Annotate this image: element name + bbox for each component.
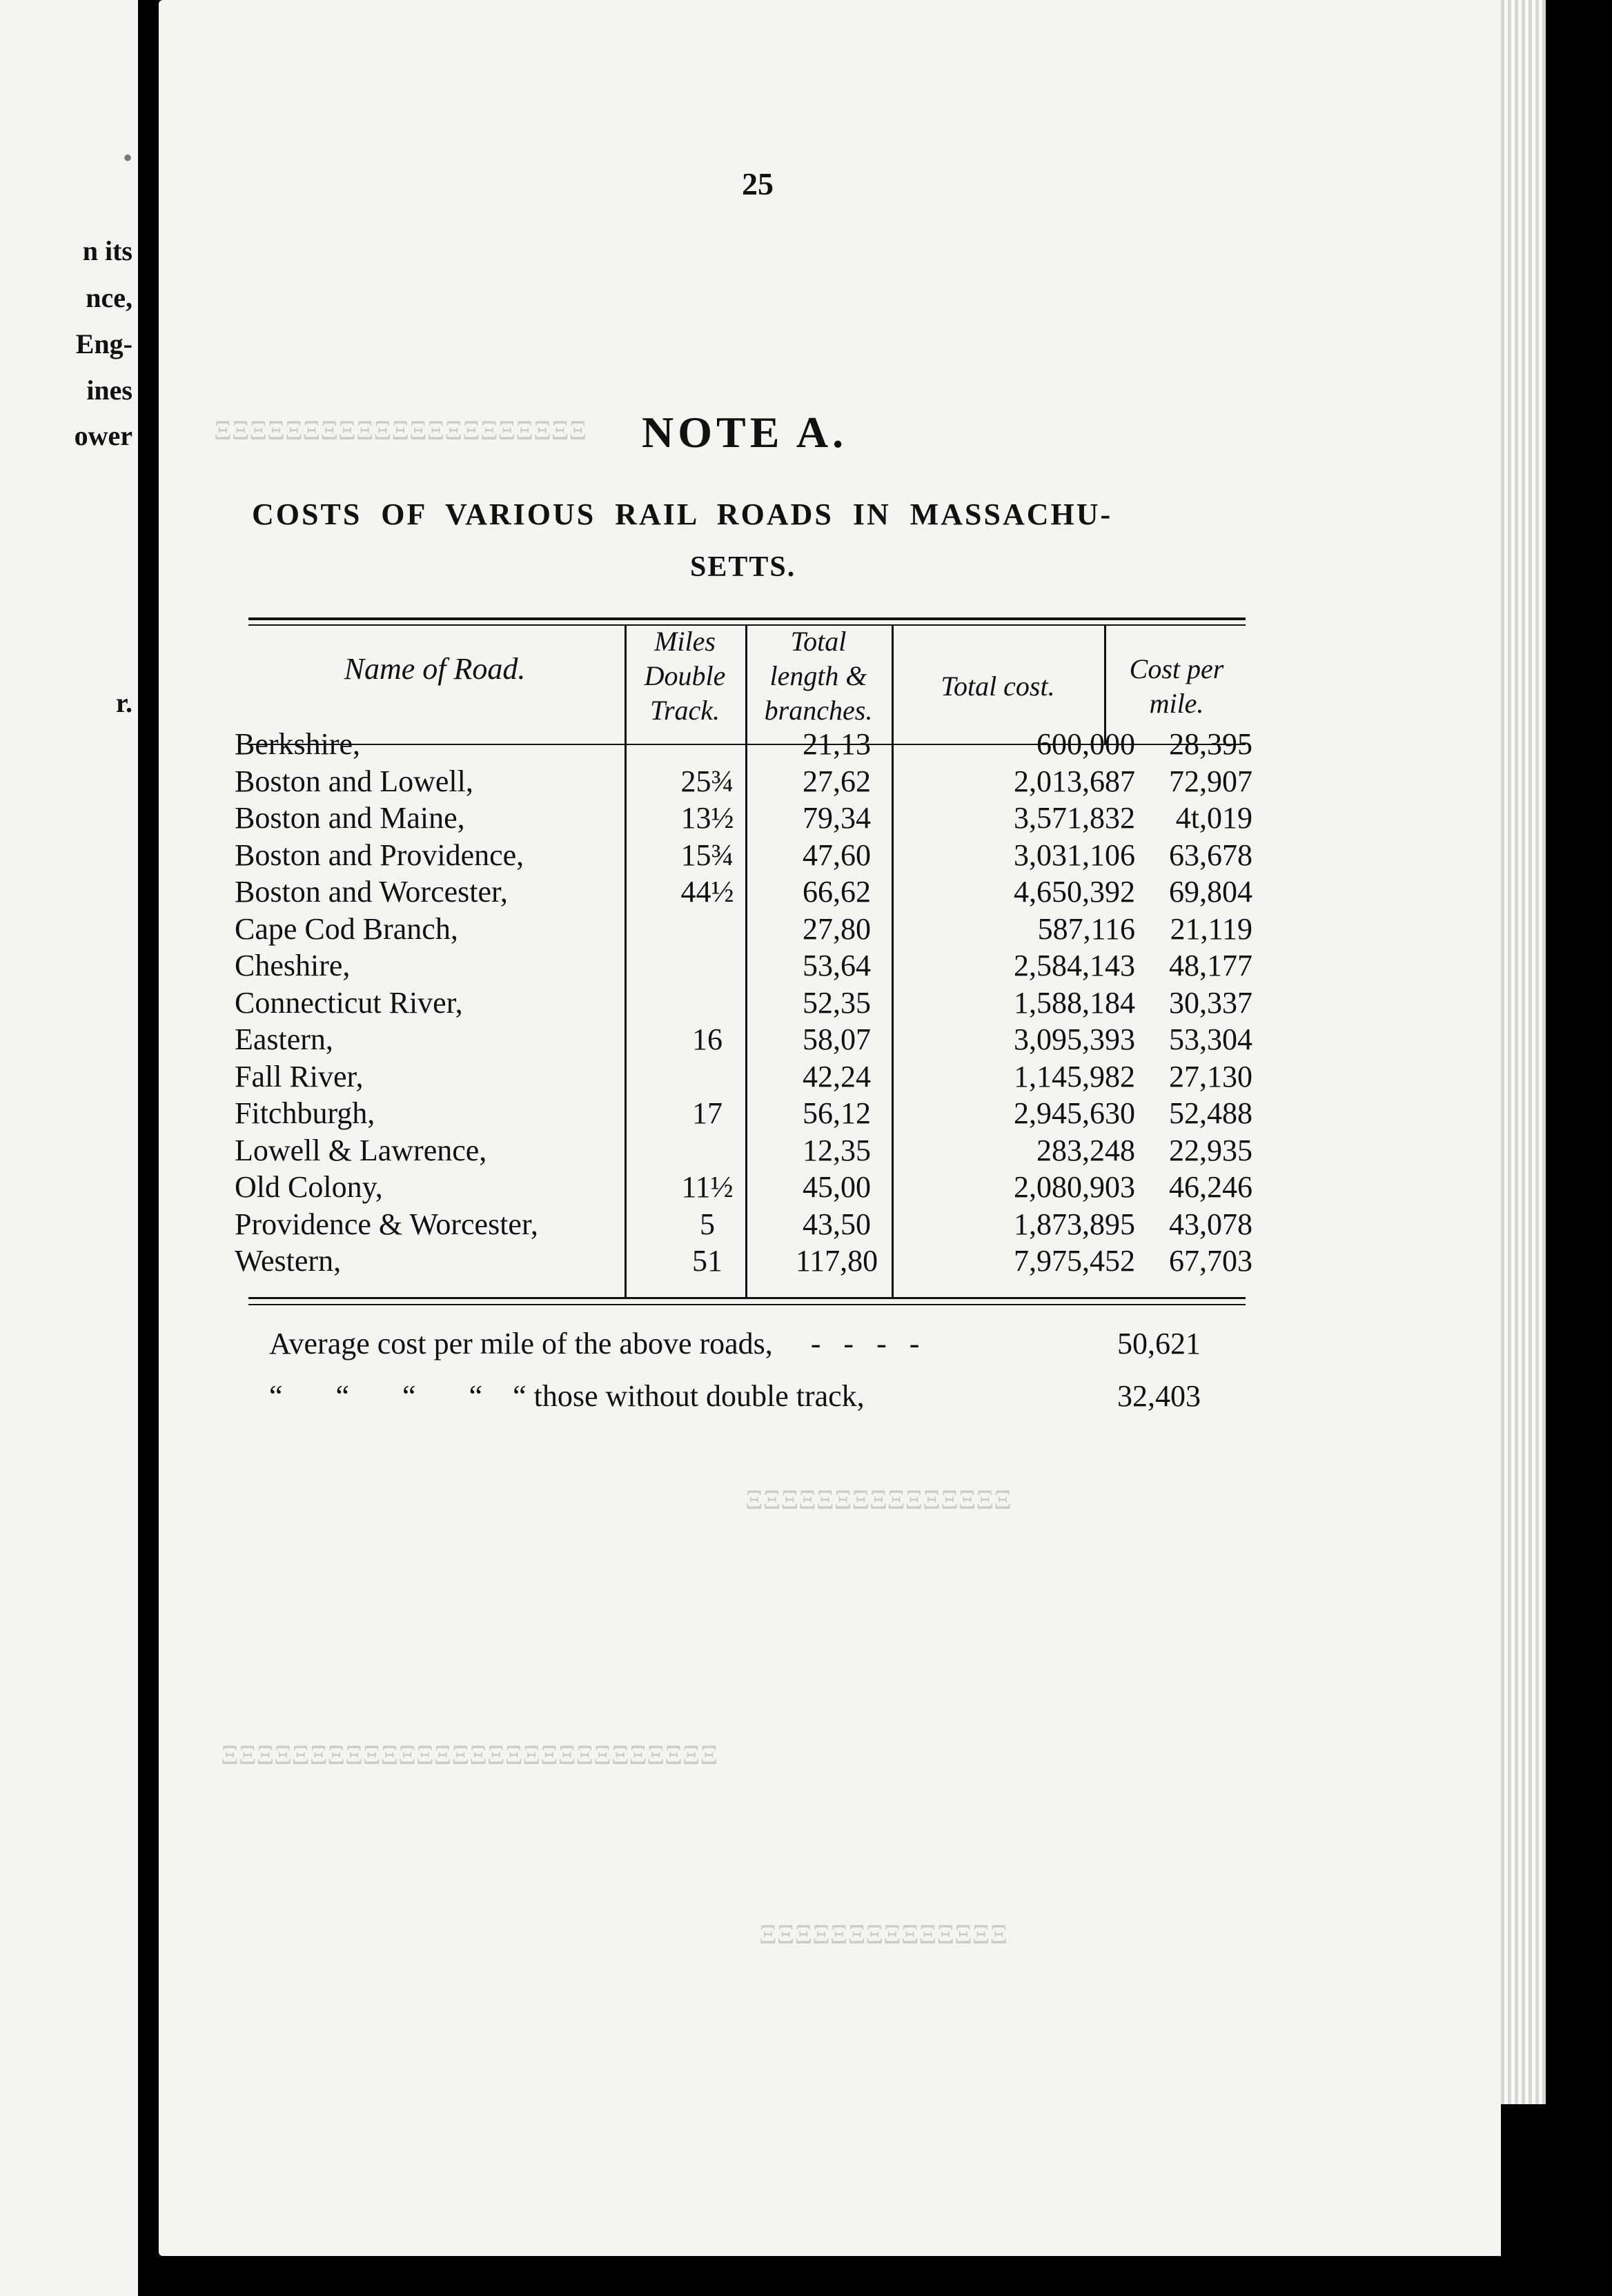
bleed-through-text: ΞΞΞΞΞΞΞΞΞΞΞΞΞΞ — [759, 1919, 1008, 1950]
cost-per-mile: 4t,019 — [1175, 801, 1252, 835]
header-name-of-road: Name of Road. — [344, 652, 526, 686]
table-row — [235, 873, 1252, 911]
road-name: Boston and Lowell, — [235, 764, 473, 798]
table-row — [235, 911, 1252, 948]
double-track-miles: 16 — [692, 1022, 723, 1056]
header-line: Miles — [654, 626, 716, 657]
road-name: Berkshire, — [235, 727, 361, 761]
cost-per-mile: 72,907 — [1169, 764, 1252, 798]
road-name: Providence & Worcester, — [235, 1207, 538, 1241]
cost-per-mile: 46,246 — [1169, 1170, 1252, 1204]
total-length: 12,35 — [803, 1133, 871, 1167]
total-cost: 587,116 — [1037, 911, 1135, 946]
total-length: 52,35 — [803, 985, 871, 1020]
average-label: “ “ “ “ “ those without double track, — [269, 1379, 865, 1413]
road-name: Cape Cod Branch, — [235, 911, 458, 946]
average-line — [269, 1325, 1201, 1363]
header-double-track — [625, 624, 745, 728]
left-text-fragment: ines — [86, 375, 132, 406]
header-total-length — [745, 624, 892, 728]
table-row — [235, 1132, 1252, 1169]
total-length: 27,62 — [803, 764, 871, 798]
road-name: Connecticut River, — [235, 985, 463, 1020]
table-row — [235, 1058, 1252, 1096]
table-row — [235, 763, 1252, 800]
double-track-miles: 17 — [692, 1096, 723, 1130]
road-name: Boston and Worcester, — [235, 875, 508, 909]
header-line: Cost per — [1129, 653, 1224, 684]
road-name: Old Colony, — [235, 1170, 383, 1204]
header-line: Total — [790, 626, 847, 657]
average-value: 32,403 — [1117, 1379, 1201, 1413]
total-length: 56,12 — [803, 1096, 871, 1130]
page-edges — [1501, 0, 1546, 2104]
total-length: 53,64 — [803, 949, 871, 982]
header-total-cost: Total cost. — [941, 671, 1055, 702]
cost-per-mile: 22,935 — [1169, 1133, 1252, 1167]
table-row — [235, 726, 1252, 763]
average-label: Average cost per mile of the above roads, - - - - — [269, 1327, 920, 1360]
cost-per-mile: 43,078 — [1169, 1207, 1252, 1241]
table-row — [235, 1095, 1252, 1132]
table-top-rule — [248, 617, 1246, 620]
page-number: 25 — [742, 166, 774, 201]
total-cost: 3,031,106 — [1014, 838, 1135, 872]
cost-per-mile: 30,337 — [1169, 985, 1252, 1020]
header-line: Track. — [649, 695, 720, 726]
cost-per-mile: 21,119 — [1170, 911, 1252, 946]
table-row — [235, 800, 1252, 837]
bleed-through-text: ΞΞΞΞΞΞΞΞΞΞΞΞΞΞΞ — [745, 1484, 1012, 1515]
road-name: Lowell & Lawrence, — [235, 1133, 487, 1167]
header-line: branches. — [764, 695, 873, 726]
double-track-miles: 11½ — [681, 1170, 734, 1204]
double-track-miles: 51 — [692, 1244, 723, 1278]
double-track-miles: 5 — [700, 1207, 715, 1241]
road-name: Boston and Maine, — [235, 801, 465, 835]
total-cost: 2,945,630 — [1014, 1096, 1135, 1130]
average-value: 50,621 — [1117, 1327, 1201, 1360]
total-cost: 3,095,393 — [1014, 1022, 1135, 1056]
table-bottom-rule-thin — [248, 1304, 1246, 1305]
total-length: 47,60 — [803, 838, 871, 872]
header-line: mile. — [1149, 688, 1204, 719]
total-cost: 2,080,903 — [1014, 1170, 1135, 1204]
table-bottom-rule — [248, 1297, 1246, 1299]
table-body — [235, 726, 1252, 1280]
scan-border-bottom — [138, 2256, 1612, 2296]
total-cost: 1,588,184 — [1014, 985, 1135, 1020]
total-cost: 2,013,687 — [1014, 764, 1135, 798]
double-track-miles: 25¾ — [680, 764, 734, 798]
road-name: Western, — [235, 1244, 342, 1278]
adjacent-page-fragment — [0, 0, 138, 2296]
table-row — [235, 1169, 1252, 1206]
total-cost: 7,975,452 — [1014, 1244, 1135, 1278]
header-line: Double — [644, 660, 726, 691]
cost-per-mile: 69,804 — [1169, 875, 1252, 909]
left-text-fragment: Eng- — [75, 328, 132, 359]
table-title: COSTS OF VARIOUS RAIL ROADS IN MASSACHU- — [252, 497, 1113, 531]
total-length: 42,24 — [803, 1059, 871, 1093]
left-text-fragment: n its — [82, 235, 132, 266]
road-name: Boston and Providence, — [235, 838, 524, 872]
total-cost: 4,650,392 — [1014, 875, 1135, 909]
total-cost: 2,584,143 — [1014, 949, 1135, 982]
table-title-continued: SETTS. — [690, 551, 796, 583]
total-cost: 1,145,982 — [1014, 1059, 1135, 1093]
total-length: 117,80 — [795, 1244, 878, 1278]
table-row — [235, 1243, 1252, 1280]
cost-per-mile: 27,130 — [1169, 1059, 1252, 1093]
road-name: Cheshire, — [235, 949, 351, 982]
total-cost: 600,000 — [1036, 727, 1135, 761]
total-cost: 3,571,832 — [1014, 801, 1135, 835]
total-length: 43,50 — [803, 1207, 871, 1241]
stray-mark: • — [122, 142, 132, 173]
road-name: Eastern, — [235, 1022, 333, 1056]
cost-per-mile: 52,488 — [1169, 1096, 1252, 1130]
bleed-through-text: ΞΞΞΞΞΞΞΞΞΞΞΞΞΞΞΞΞΞΞΞΞ — [214, 415, 587, 446]
road-name: Fitchburgh, — [235, 1096, 375, 1130]
total-cost: 1,873,895 — [1014, 1207, 1135, 1241]
left-text-fragment: nce, — [86, 282, 132, 313]
table-row — [235, 1021, 1252, 1058]
double-track-miles: 44½ — [680, 875, 734, 909]
left-text-fragment: r. — [115, 687, 132, 718]
total-cost: 283,248 — [1036, 1133, 1135, 1167]
note-title: NOTE A. — [642, 408, 848, 457]
average-line — [269, 1377, 1201, 1416]
table-row — [235, 1206, 1252, 1243]
cost-per-mile: 28,395 — [1169, 727, 1252, 761]
total-length: 79,34 — [803, 801, 871, 835]
cost-per-mile: 67,703 — [1169, 1244, 1252, 1278]
total-length: 27,80 — [803, 911, 871, 946]
total-length: 45,00 — [803, 1170, 871, 1204]
cost-per-mile: 48,177 — [1169, 949, 1252, 982]
scan-border — [1546, 0, 1612, 2296]
header-cost-per-mile — [1104, 652, 1249, 721]
table-row — [235, 837, 1252, 874]
bleed-through-text: ΞΞΞΞΞΞΞΞΞΞΞΞΞΞΞΞΞΞΞΞΞΞΞΞΞΞΞΞ — [221, 1739, 718, 1770]
total-length: 58,07 — [803, 1022, 871, 1056]
road-name: Fall River, — [235, 1059, 364, 1093]
left-text-fragment: ower — [74, 420, 132, 451]
table-row — [235, 947, 1252, 984]
total-length: 66,62 — [803, 875, 871, 909]
table-row — [235, 984, 1252, 1022]
total-length: 21,13 — [803, 727, 871, 761]
header-line: length & — [769, 660, 867, 691]
cost-per-mile: 63,678 — [1169, 838, 1252, 872]
cost-per-mile: 53,304 — [1169, 1022, 1252, 1056]
double-track-miles: 13½ — [680, 801, 734, 835]
double-track-miles: 15¾ — [680, 838, 734, 872]
